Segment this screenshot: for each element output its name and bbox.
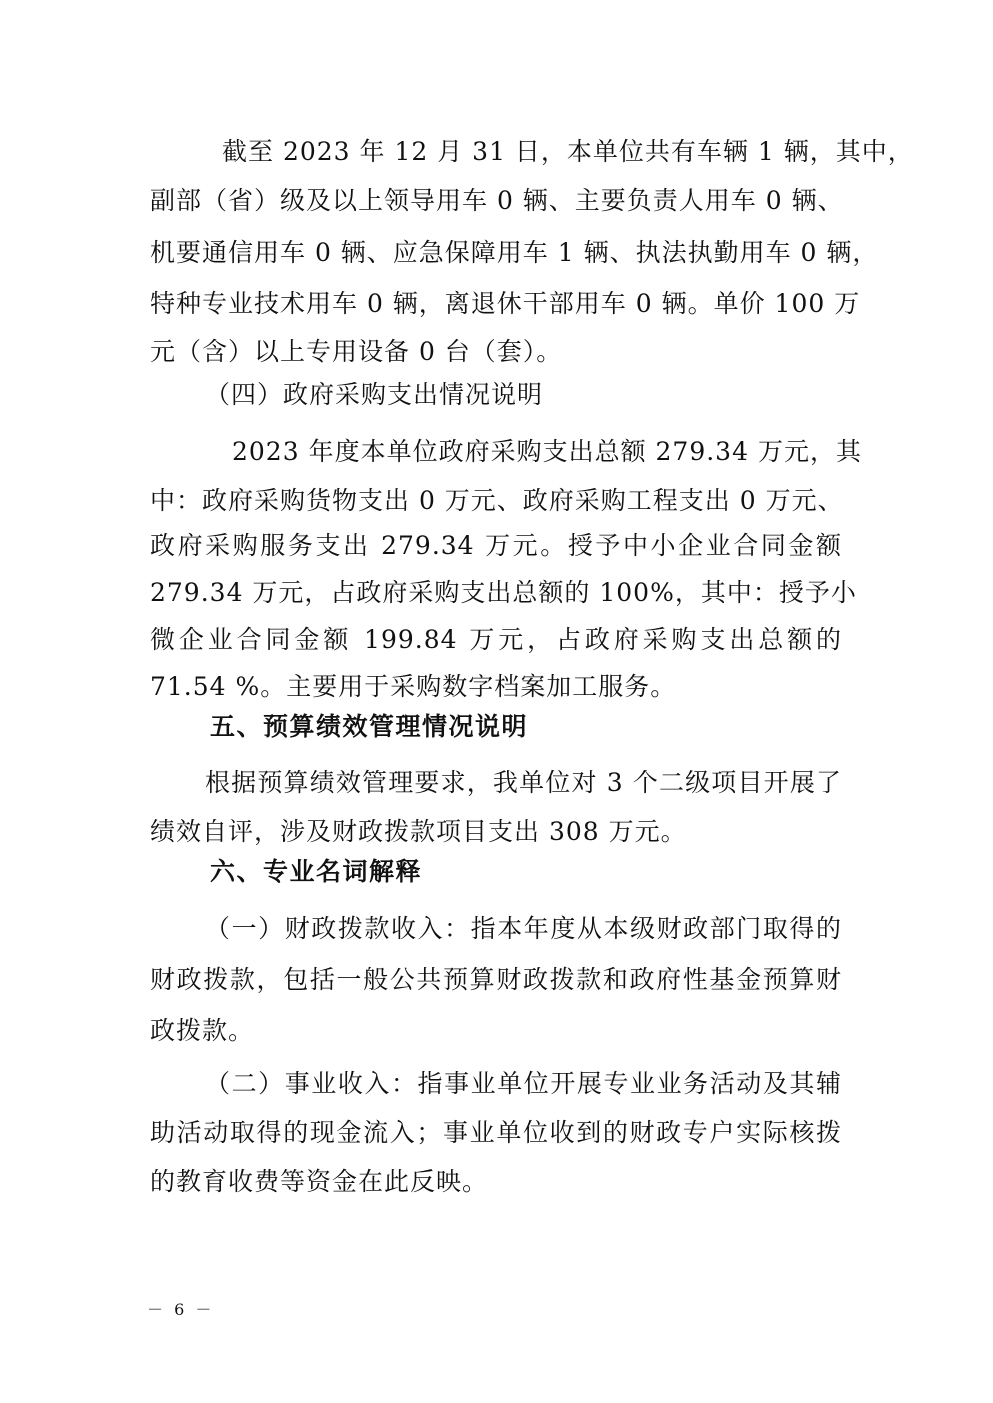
- glossary-heading: 六、专业名词解释: [210, 857, 423, 886]
- performance-heading: 五、预算绩效管理情况说明: [210, 712, 529, 741]
- vehicles-line: 特种专业技术用车 0 辆，离退休干部用车 0 辆。单价 100 万: [150, 289, 861, 318]
- procurement-line: 279.34 万元，占政府采购支出总额的 100%，其中：授予小: [150, 578, 857, 607]
- performance-line: 绩效自评，涉及财政拨款项目支出 308 万元。: [150, 817, 687, 846]
- glossary-item-line: （一）财政拨款收入：指本年度从本级财政部门取得的: [205, 914, 842, 943]
- glossary-item-line: 政拨款。: [150, 1016, 255, 1045]
- glossary-item-line: 助活动取得的现金流入；事业单位收到的财政专户实际核拨: [150, 1118, 842, 1147]
- glossary-item-line: 的教育收费等资金在此反映。: [150, 1167, 489, 1196]
- vehicles-line: 元（含）以上专用设备 0 台（套）。: [150, 337, 563, 366]
- procurement-line: 中：政府采购货物支出 0 万元、政府采购工程支出 0 万元、: [150, 486, 844, 515]
- performance-line: 根据预算绩效管理要求，我单位对 3 个二级项目开展了: [205, 768, 842, 797]
- vehicles-line: 机要通信用车 0 辆、应急保障用车 1 辆、执法执勤用车 0 辆，: [150, 238, 879, 267]
- procurement-line: 71.54 %。主要用于采购数字档案加工服务。: [150, 672, 677, 701]
- page-number: － 6 －: [147, 1300, 215, 1319]
- procurement-line: 2023 年度本单位政府采购支出总额 279.34 万元，其: [232, 437, 862, 466]
- vehicles-line: 截至 2023 年 12 月 31 日，本单位共有车辆 1 辆，其中，: [222, 137, 914, 166]
- vehicles-line: 副部（省）级及以上领导用车 0 辆、主要负责人用车 0 辆、: [150, 186, 844, 215]
- glossary-item-line: （二）事业收入：指事业单位开展专业业务活动及其辅: [205, 1069, 842, 1098]
- procurement-line: 微企业合同金额 199.84 万元，占政府采购支出总额的: [150, 625, 842, 654]
- procurement-line: 政府采购服务支出 279.34 万元。授予中小企业合同金额: [150, 531, 842, 560]
- glossary-item-line: 财政拨款，包括一般公共预算财政拨款和政府性基金预算财: [150, 965, 842, 994]
- procurement-heading: （四）政府采购支出情况说明: [205, 380, 544, 409]
